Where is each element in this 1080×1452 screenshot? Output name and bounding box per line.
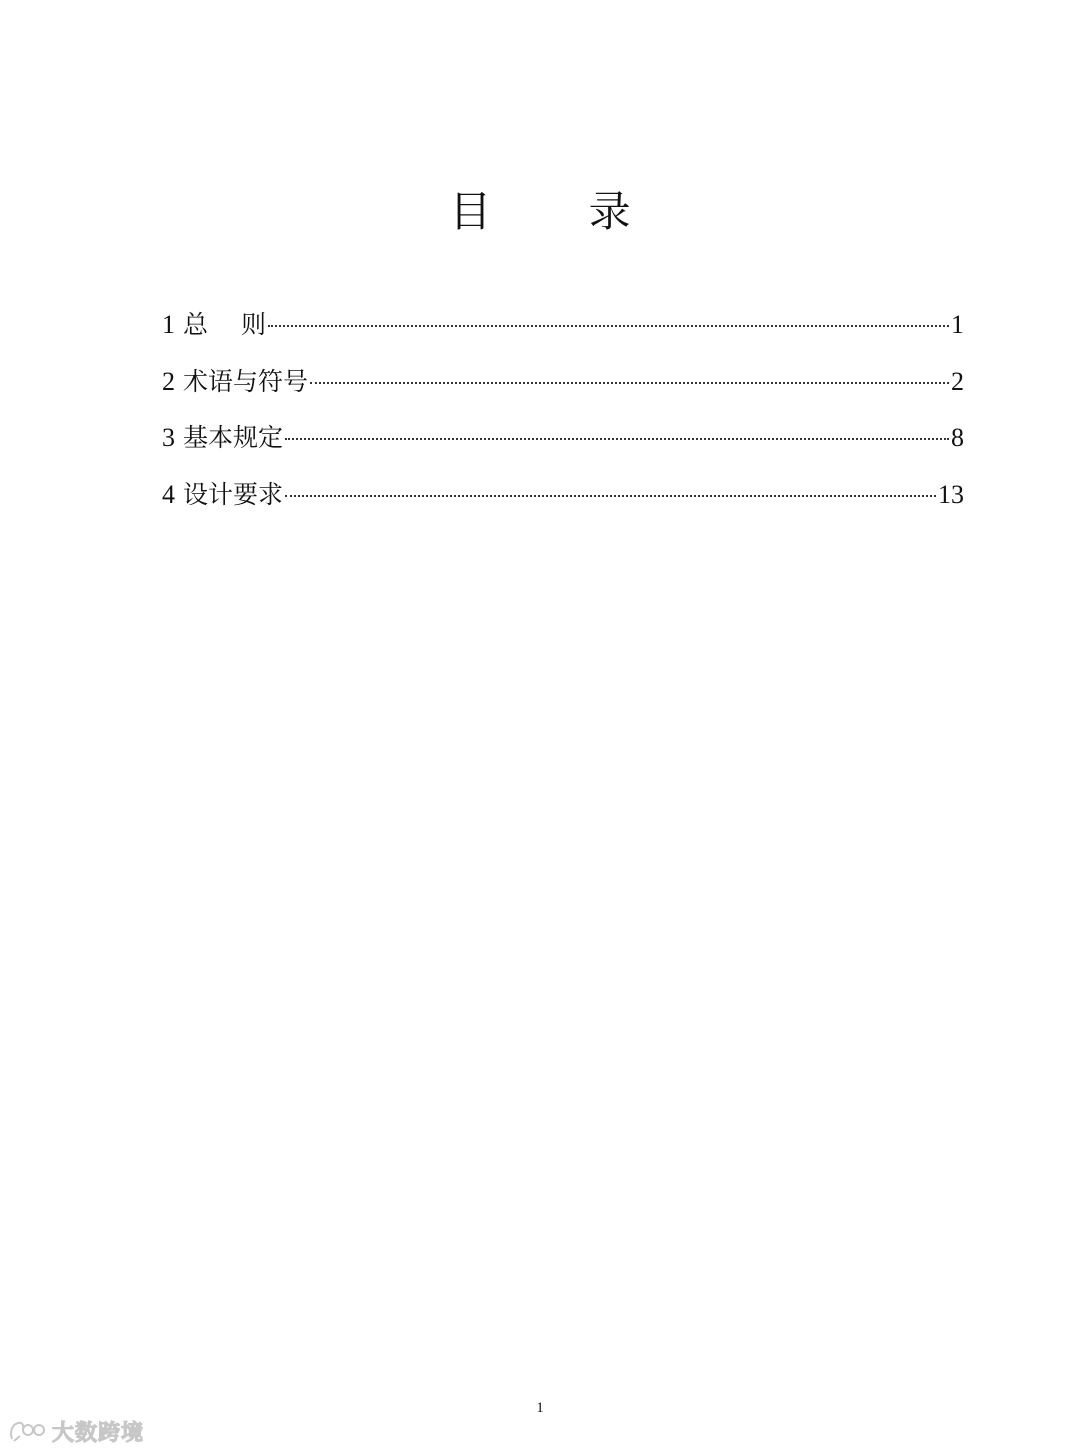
toc-entry-number: 2 — [162, 366, 175, 396]
toc-entry-label: 总 则 — [183, 310, 266, 339]
watermark — [8, 1416, 144, 1447]
dot-leader — [310, 382, 949, 384]
dot-leader — [285, 495, 936, 497]
watermark-text: 大数跨境 — [52, 1421, 145, 1446]
toc-entry-label: 术语与符号 — [183, 366, 309, 396]
toc-entry-number: 1 — [162, 310, 175, 339]
chat-bubble-logo-icon — [8, 1419, 48, 1445]
toc-entry-label: 设计要求 — [183, 479, 284, 509]
toc-entry-page: 8 — [951, 423, 964, 452]
page-title: 目 录 — [449, 187, 673, 236]
table-of-contents — [162, 302, 964, 528]
toc-entry-2[interactable] — [162, 359, 964, 416]
toc-entry-page: 2 — [951, 366, 964, 396]
toc-entry-label: 基本规定 — [183, 423, 284, 452]
toc-entry-page: 1 — [951, 310, 964, 339]
dot-leader — [285, 438, 949, 440]
toc-entry-number: 4 — [162, 479, 175, 509]
toc-entry-1[interactable] — [162, 302, 964, 359]
toc-entry-4[interactable] — [162, 472, 964, 529]
page-number: 1 — [536, 1400, 544, 1416]
toc-entry-number: 3 — [162, 423, 175, 452]
toc-entry-page: 13 — [938, 479, 964, 509]
toc-entry-3[interactable] — [162, 415, 964, 472]
dot-leader — [268, 325, 949, 327]
